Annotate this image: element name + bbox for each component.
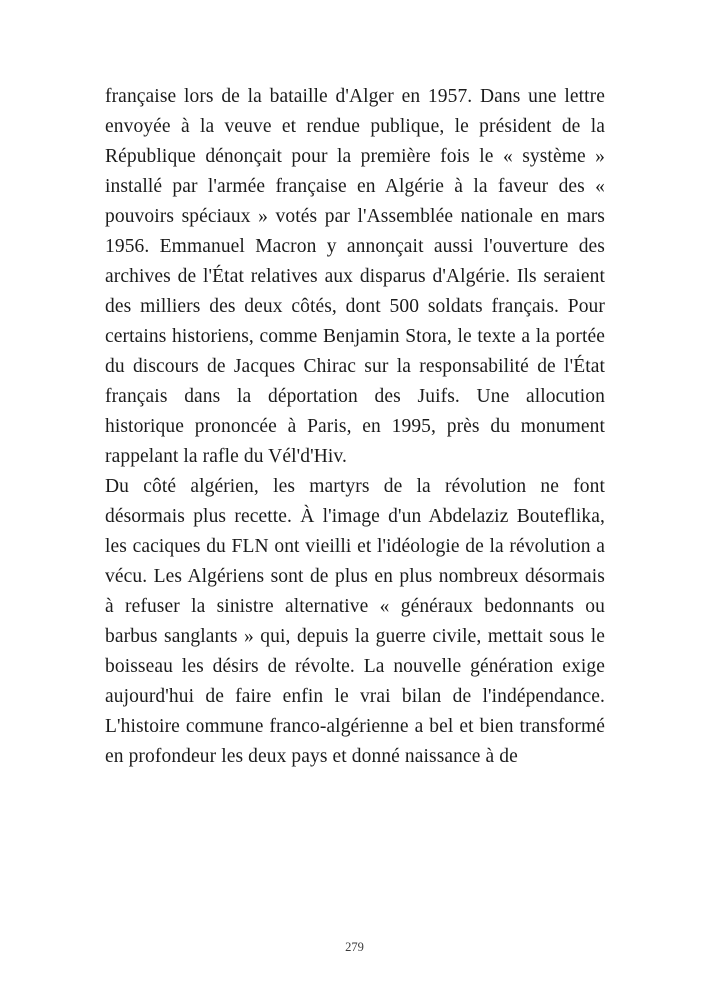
paragraph-2: Du côté algérien, les martyrs de la révolution ne font désormais plus recette. À l'image d'un Abdelaziz Bouteflika, les caciques du FLN ont vieilli et l'idéologie de la révolution a vécu. Les Algériens sont de plus en plus nombreux désormais à refuser la sinistre alternative « généraux bedonnants ou barbus sanglants » qui, depuis la guerre civile, mettait sous le boisseau les désirs de révolte. La nouvelle génération exige aujourd'hui de faire enfin le vrai bilan de l'indépendance. L'histoire commune franco-algérienne a bel et bien transformé en profondeur les deux pays et donné naissance à de [105, 476, 605, 767]
paragraph-1: française lors de la bataille d'Alger en 1957. Dans une lettre envoyée à la veuve et rendue publique, le président de la République dénonçait pour la première fois le « système » installé par l'armée française en Algérie à la faveur des « pouvoirs spéciaux » votés par l'Assemblée nationale en mars 1956. Emmanuel Macron y annonçait aussi l'ouverture des archives de l'État relatives aux disparus d'Algérie. Ils seraient des milliers des deux côtés, dont 500 soldats français. Pour certains historiens, comme Benjamin Stora, le texte a la portée du discours de Jacques Chirac sur la responsabilité de l'État français dans la déportation des Juifs. Une allocution historique prononcée à Paris, en 1995, près du monument rappelant la rafle du Vél'd'Hiv. [105, 86, 605, 467]
page-number: 279 [345, 940, 364, 954]
page-text [105, 82, 605, 772]
